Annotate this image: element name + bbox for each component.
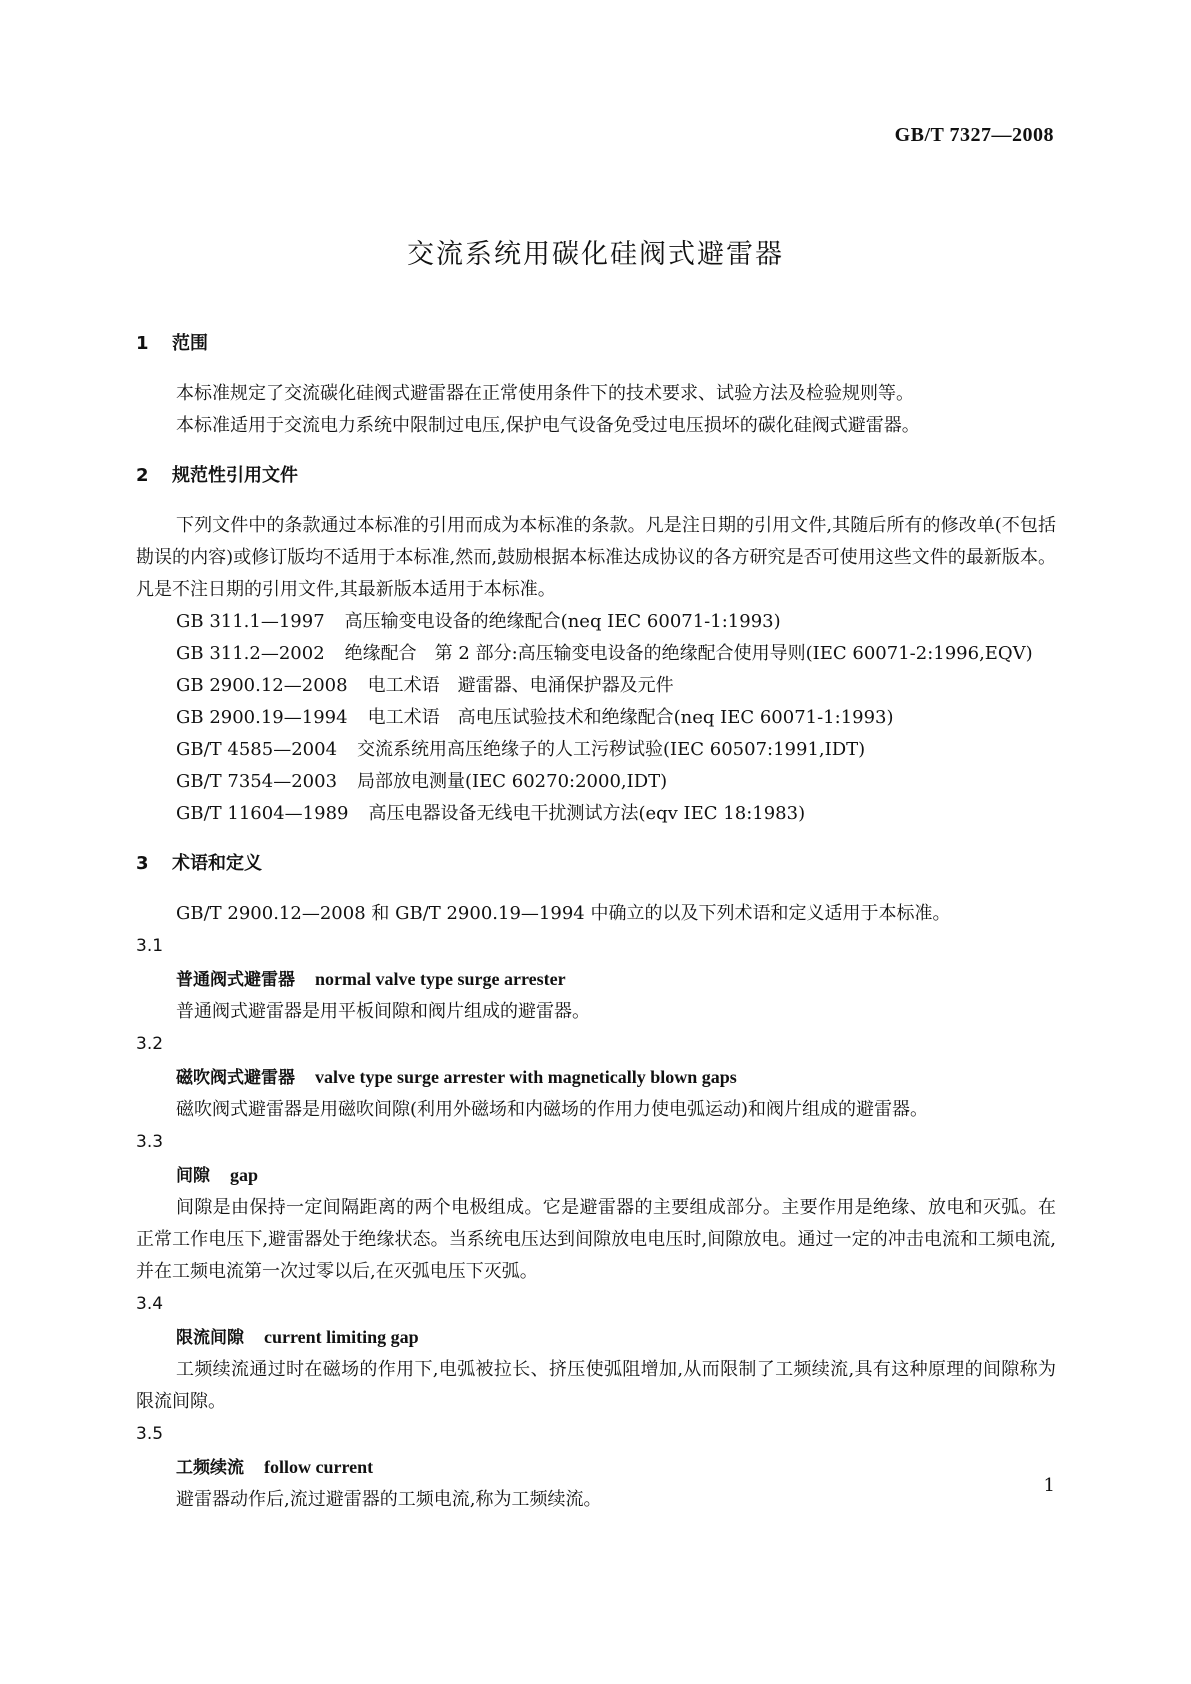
term-zh: 限流间隙 [176, 1328, 244, 1348]
scope-paragraph: 本标准规定了交流碳化硅阀式避雷器在正常使用条件下的技术要求、试验方法及检验规则等。 [176, 383, 914, 404]
section-3-heading [136, 848, 1056, 880]
section-number: 1 [136, 333, 149, 354]
reference-title: 高压电器设备无线电干扰测试方法(eqv IEC 18:1983) [368, 803, 806, 824]
reference-item [136, 702, 1056, 734]
scope-paragraph: 本标准适用于交流电力系统中限制过电压,保护电气设备免受过电压损坏的碳化硅阀式避雷器。 [176, 415, 920, 436]
terms-intro: GB/T 2900.12—2008 和 GB/T 2900.19—1994 中确立的以及下列术语和定义适用于本标准。 [176, 903, 951, 924]
term-number: 3.1 [136, 936, 164, 956]
document-title: 交流系统用碳化硅阀式避雷器 [407, 239, 784, 270]
term-number: 3.4 [136, 1294, 164, 1314]
term-heading [136, 1061, 1056, 1094]
reference-title: 电工术语 避雷器、电涌保护器及元件 [367, 675, 674, 696]
section-number: 2 [136, 465, 149, 486]
page-number: 1 [1043, 1475, 1055, 1496]
section-title: 范围 [172, 333, 208, 354]
section-number: 3 [136, 853, 149, 874]
reference-code: GB 2900.19—1994 [176, 707, 348, 728]
term-definition: 磁吹阀式避雷器是用磁吹间隙(利用外磁场和内磁场的作用力使电弧运动)和阀片组成的避雷器。 [176, 1099, 929, 1120]
term-en: follow current [264, 1457, 374, 1477]
term-en: normal valve type surge arrester [315, 969, 566, 989]
term-heading [136, 1321, 1056, 1354]
reference-title: 高压输变电设备的绝缘配合(neq IEC 60071-1:1993) [344, 611, 781, 632]
reference-item [136, 638, 1056, 670]
term-definition: 工频续流通过时在磁场的作用下,电弧被拉长、挤压使弧阻增加,从而限制了工频续流,具有这种原理的间隙称为限流间隙。 [136, 1359, 1056, 1412]
reference-item [136, 798, 1056, 830]
reference-code: GB/T 11604—1989 [176, 803, 349, 824]
term-number: 3.2 [136, 1034, 164, 1054]
term-zh: 工频续流 [176, 1458, 244, 1478]
term-en: gap [230, 1165, 259, 1185]
references-intro: 下列文件中的条款通过本标准的引用而成为本标准的条款。凡是注日期的引用文件,其随后所有的修改单(不包括勘误的内容)或修订版均不适用于本标准,然而,鼓励根据本标准达成协议的各方研究是否可使用这些文件的最新版本。凡是不注日期的引用文件,其最新版本适用于本标准。 [136, 515, 1056, 600]
section-2-heading [136, 460, 1056, 492]
term-heading [136, 963, 1056, 996]
document-body [136, 328, 1056, 1516]
reference-title: 交流系统用高压绝缘子的人工污秽试验(IEC 60507:1991,IDT) [357, 739, 866, 760]
term-zh: 磁吹阀式避雷器 [176, 1068, 295, 1088]
section-1-heading [136, 328, 1056, 360]
reference-item [136, 670, 1056, 702]
section-title: 规范性引用文件 [172, 465, 298, 486]
term-en: current limiting gap [264, 1327, 419, 1347]
reference-title: 绝缘配合 第 2 部分:高压输变电设备的绝缘配合使用导则(IEC 60071-2:1996,EQV) [344, 643, 1033, 664]
term-heading [136, 1159, 1056, 1192]
section-title: 术语和定义 [172, 853, 262, 874]
reference-item [136, 734, 1056, 766]
term-heading [136, 1451, 1056, 1484]
term-definition: 避雷器动作后,流过避雷器的工频电流,称为工频续流。 [176, 1489, 602, 1510]
term-number: 3.5 [136, 1424, 164, 1444]
reference-code: GB/T 7354—2003 [176, 771, 338, 792]
term-zh: 间隙 [176, 1166, 210, 1186]
reference-item [136, 606, 1056, 638]
term-number: 3.3 [136, 1132, 164, 1152]
reference-title: 局部放电测量(IEC 60270:2000,IDT) [357, 771, 668, 792]
term-definition: 间隙是由保持一定间隔距离的两个电极组成。它是避雷器的主要组成部分。主要作用是绝缘、放电和灭弧。在正常工作电压下,避雷器处于绝缘状态。当系统电压达到间隙放电电压时,间隙放电。通过一定的冲击电流和工频电流,并在工频电流第一次过零以后,在灭弧电压下灭弧。 [136, 1197, 1056, 1282]
reference-code: GB 311.2—2002 [176, 643, 325, 664]
reference-title: 电工术语 高电压试验技术和绝缘配合(neq IEC 60071-1:1993) [367, 707, 894, 728]
reference-code: GB 311.1—1997 [176, 611, 325, 632]
reference-item [136, 766, 1056, 798]
term-definition: 普通阀式避雷器是用平板间隙和阀片组成的避雷器。 [176, 1001, 590, 1022]
reference-code: GB 2900.12—2008 [176, 675, 348, 696]
standard-code: GB/T 7327—2008 [894, 124, 1054, 146]
term-en: valve type surge arrester with magnetically blown gaps [315, 1067, 737, 1087]
term-zh: 普通阀式避雷器 [176, 970, 295, 990]
reference-code: GB/T 4585—2004 [176, 739, 338, 760]
